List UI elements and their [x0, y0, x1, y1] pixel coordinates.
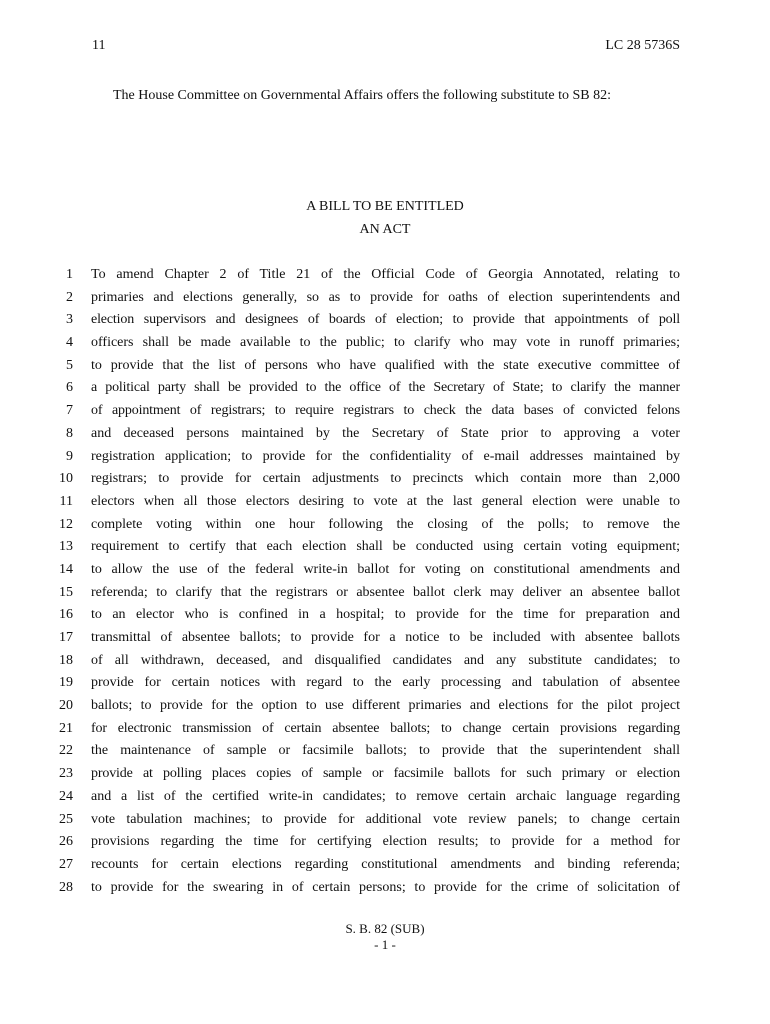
line-number: 26 [59, 834, 73, 850]
line-number: 5 [66, 357, 73, 373]
bill-line [0, 334, 770, 357]
line-text: provide for certain notices with regard to the early processing and tabulation of absentee [91, 675, 680, 691]
line-number: 8 [66, 425, 73, 441]
bill-line [0, 856, 770, 879]
bill-line [0, 379, 770, 402]
line-number: 2 [66, 289, 73, 305]
title-line-1: A BILL TO BE ENTITLED [306, 199, 464, 214]
line-number: 28 [59, 879, 73, 895]
line-number: 25 [59, 811, 73, 827]
line-number: 9 [66, 448, 73, 464]
line-text: officers shall be made available to the public; to clarify who may vote in runoff primaries; [91, 335, 680, 351]
line-text: To amend Chapter 2 of Title 21 of the Official Code of Georgia Annotated, relating to [91, 267, 680, 282]
line-number: 19 [59, 675, 73, 691]
bill-line [0, 833, 770, 856]
bill-line [0, 493, 770, 516]
line-text: referenda; to clarify that the registrars or absentee ballot clerk may deliver an absentee ballot [91, 584, 680, 600]
line-text: provide at polling places copies of sample or facsimile ballots for such primary or election [91, 766, 680, 782]
footer-page-number: - 1 - [374, 937, 396, 952]
bill-line [0, 629, 770, 652]
line-number: 16 [59, 607, 73, 623]
line-text: registration application; to provide for the confidentiality of e-mail addresses maintained by [91, 448, 680, 464]
bill-line [0, 266, 770, 289]
bill-line [0, 606, 770, 629]
bill-line [0, 720, 770, 743]
line-number: 11 [59, 493, 73, 509]
line-text: ballots; to provide for the option to use different primaries and elections for the pilot project [91, 698, 680, 714]
bill-line [0, 402, 770, 425]
bill-line [0, 742, 770, 765]
bill-line [0, 765, 770, 788]
bill-line [0, 448, 770, 471]
bill-line [0, 425, 770, 448]
header-doc-code: LC 28 5736S [605, 38, 680, 53]
line-text: for electronic transmission of certain absentee ballots; to change certain provisions regarding [91, 720, 680, 736]
bill-line [0, 311, 770, 334]
bill-line [0, 674, 770, 697]
line-number: 23 [59, 766, 73, 782]
line-number: 18 [59, 652, 73, 668]
line-number: 17 [59, 630, 73, 645]
bill-line [0, 879, 770, 902]
line-number: 1 [66, 267, 73, 282]
line-number: 13 [59, 539, 73, 555]
header-page-ref: 11 [92, 38, 106, 53]
bill-line [0, 289, 770, 312]
footer-bill-id: S. B. 82 (SUB) [345, 921, 425, 936]
line-number: 20 [59, 698, 73, 714]
bill-line [0, 697, 770, 720]
bill-line [0, 516, 770, 539]
bill-line [0, 788, 770, 811]
line-text: election supervisors and designees of boards of election; to provide that appointments of poll [91, 312, 680, 328]
line-text: to an elector who is confined in a hospital; to provide for the time for preparation and [91, 607, 680, 623]
line-text: the maintenance of sample or facsimile ballots; to provide that the superintendent shall [91, 743, 680, 759]
line-text: to provide for the swearing in of certain persons; to provide for the crime of solicitation of [91, 879, 680, 895]
line-number: 7 [66, 403, 73, 419]
line-text: to allow the use of the federal write-in ballot for voting on constitutional amendments and [91, 561, 680, 577]
line-text: of appointment of registrars; to require registrars to check the data bases of convicted felons [91, 403, 680, 419]
line-text: primaries and elections generally, so as to provide for oaths of election superintendents and [91, 289, 680, 305]
bill-line [0, 470, 770, 493]
line-text: recounts for certain elections regarding constitutional amendments and binding referenda; [91, 856, 680, 872]
intro-statement: The House Committee on Governmental Affairs offers the following substitute to SB 82: [113, 88, 611, 103]
line-text: to provide that the list of persons who have qualified with the state executive committee of [91, 357, 680, 373]
line-number: 27 [59, 856, 73, 872]
line-number: 4 [66, 335, 73, 351]
line-number: 6 [66, 380, 73, 396]
line-number: 10 [59, 471, 73, 487]
line-text: transmittal of absentee ballots; to provide for a notice to be included with absentee ballots [91, 630, 680, 645]
line-number: 24 [59, 788, 73, 804]
line-text: and deceased persons maintained by the Secretary of State prior to approving a voter [91, 425, 680, 441]
bill-line [0, 652, 770, 675]
line-number: 21 [59, 720, 73, 736]
line-text: and a list of the certified write-in candidates; to remove certain archaic language regarding [91, 788, 680, 804]
bill-line [0, 584, 770, 607]
line-number: 3 [66, 312, 73, 328]
line-text: complete voting within one hour following the closing of the polls; to remove the [91, 516, 680, 532]
bill-line [0, 811, 770, 834]
line-text: vote tabulation machines; to provide for additional vote review panels; to change certain [91, 811, 680, 827]
line-number: 12 [59, 516, 73, 532]
line-text: a political party shall be provided to the office of the Secretary of State; to clarify the manner [91, 380, 680, 396]
bill-line [0, 538, 770, 561]
line-text: registrars; to provide for certain adjustments to precincts which contain more than 2,000 [91, 471, 680, 487]
line-text: of all withdrawn, deceased, and disqualified candidates and any substitute candidates; to [91, 652, 680, 668]
bill-line [0, 561, 770, 584]
line-number: 22 [59, 743, 73, 759]
line-number: 15 [59, 584, 73, 600]
line-text: requirement to certify that each election shall be conducted using certain voting equipment; [91, 539, 680, 555]
bill-body [0, 266, 770, 901]
line-text: provisions regarding the time for certifying election results; to provide for a method for [91, 834, 680, 850]
title-line-2: AN ACT [359, 222, 411, 237]
line-number: 14 [59, 561, 73, 577]
bill-line [0, 357, 770, 380]
line-text: electors when all those electors desiring to vote at the last general election were unable to [91, 493, 680, 509]
